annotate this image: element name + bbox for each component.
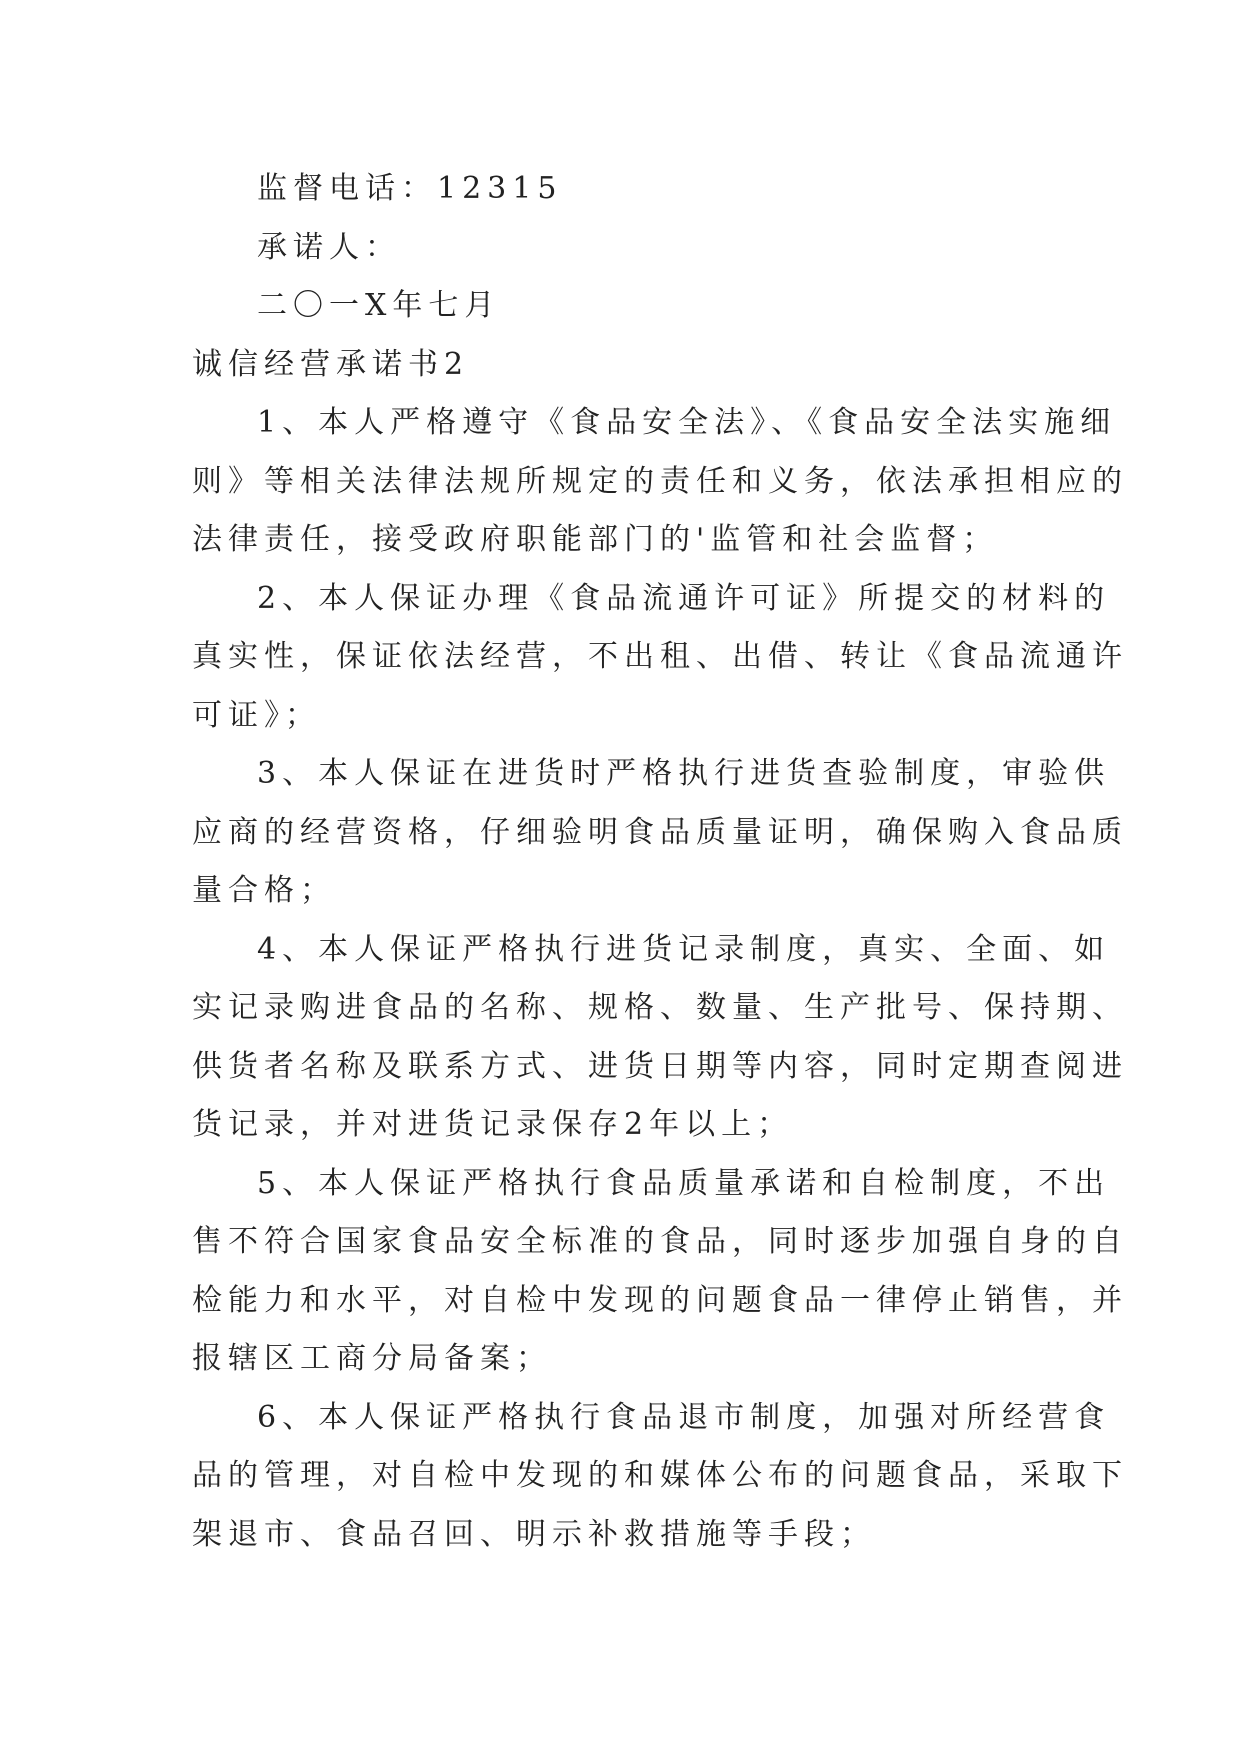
paragraph-1: [192, 394, 1128, 570]
paragraph-line: 2、本人保证办理《食品流通许可证》所提交的材料的: [257, 580, 1111, 616]
document-body: [192, 160, 1128, 1564]
paragraph-line: 实记录购进食品的名称、规格、数量、生产批号、保持期、: [192, 990, 1128, 1025]
paragraph-6: [192, 1389, 1128, 1565]
paragraph-line: 品的管理，对自检中发现的和媒体公布的问题食品，采取下: [192, 1458, 1128, 1493]
paragraph-line: 6、本人保证严格执行食品退市制度，加强对所经营食: [257, 1399, 1111, 1435]
promisor-line: 承诺人：: [257, 229, 401, 265]
paragraph-line: 应商的经营资格，仔细验明食品质量证明，确保购入食品质: [192, 814, 1128, 850]
paragraph-line: 法律责任，接受政府职能部门的'监管和社会监督；: [192, 522, 999, 557]
paragraph-line: 3、本人保证在进货时严格执行进货查验制度，审验供: [257, 756, 1111, 791]
date-line: 二〇一X年七月: [257, 288, 501, 323]
paragraph-5: [192, 1155, 1128, 1389]
paragraph-line: 真实性，保证依法经营，不出租、出借、转让《食品流通许: [192, 639, 1128, 674]
paragraph-line: 则》等相关法律法规所规定的责任和义务，依法承担相应的: [192, 463, 1128, 499]
document-title: 诚信经营承诺书2: [192, 346, 470, 382]
paragraph-4: [192, 921, 1128, 1155]
paragraph-line: 5、本人保证严格执行食品质量承诺和自检制度，不出: [257, 1165, 1111, 1201]
paragraph-line: 报辖区工商分局备案；: [192, 1341, 552, 1376]
paragraph-line: 4、本人保证严格执行进货记录制度，真实、全面、如: [257, 931, 1111, 967]
paragraph-line: 售不符合国家食品安全标准的食品，同时逐步加强自身的自: [192, 1224, 1128, 1259]
paragraph-line: 检能力和水平，对自检中发现的问题食品一律停止销售，并: [192, 1282, 1128, 1318]
paragraph-2: [192, 570, 1128, 746]
paragraph-line: 货记录，并对进货记录保存2年以上；: [192, 1107, 794, 1142]
paragraph-line: 量合格；: [192, 873, 336, 908]
paragraph-line: 1、本人严格遵守《食品安全法》、《食品安全法实施细: [257, 405, 1117, 440]
paragraph-line: 供货者名称及联系方式、进货日期等内容，同时定期查阅进: [192, 1048, 1128, 1084]
supervision-phone-line: 监督电话：12315: [257, 171, 563, 206]
paragraph-3: [192, 745, 1128, 921]
paragraph-line: 可证》；: [192, 697, 321, 733]
paragraph-line: 架退市、食品召回、明示补救措施等手段；: [192, 1516, 876, 1552]
